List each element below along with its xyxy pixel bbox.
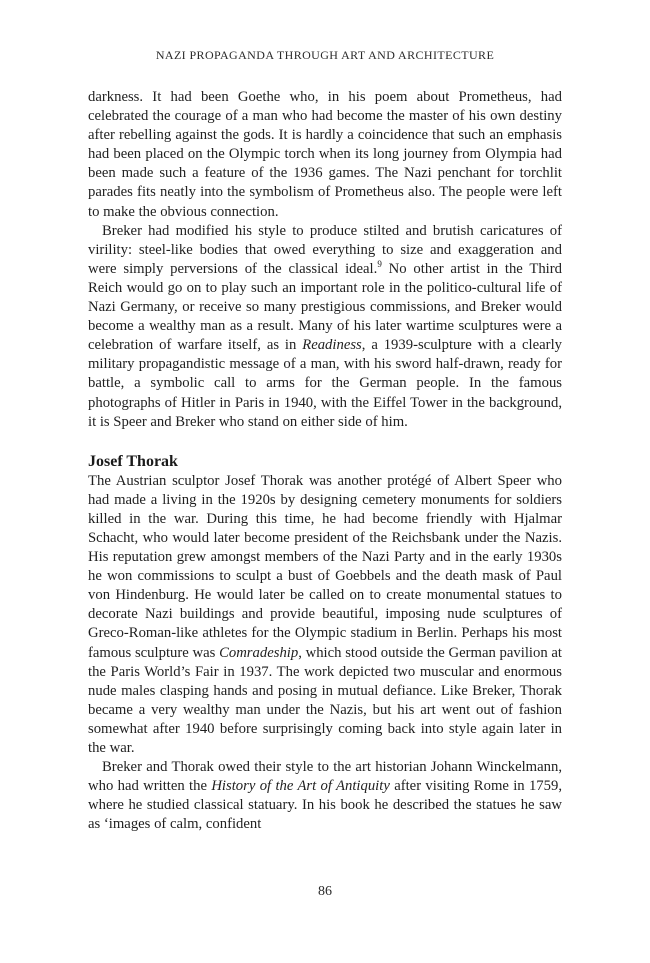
book-title: History of the Art of Antiquity bbox=[211, 778, 390, 795]
paragraph-thorak bbox=[88, 472, 562, 758]
winckelmann-text-a: Breker and Thorak owed their style to the art historian Johann Winckelmann, who had written the bbox=[88, 759, 562, 795]
thorak-text-a: The Austrian sculptor Josef Thorak was another protégé of Albert Speer who had made a living in the 1920s by designing cemetery monuments for soldiers killed in the war. During this time, he had become friendly with Hjalmar Schacht, who would later become president of the Reichsbank under the Nazis. His reputation grew amongst members of the Nazi Party and in the early 1930s he won commissions to sculpt a bust of Goebbels and the death mask of Paul von Hindenburg. He would later be called on to create monumental statues to decorate Nazi buildings and provide beautiful, imposing nude sculptures of Greco-Roman-like athletes for the Olympic stadium in Berlin. Perhaps his most famous sculpture was bbox=[88, 472, 562, 661]
running-head: NAZI PROPAGANDA THROUGH ART AND ARCHITECTURE bbox=[155, 48, 495, 62]
winckelmann-text-b: after visiting Rome in 1759, where he studied classical statuary. In his book he described the statues he saw as ‘images of calm, confident bbox=[88, 778, 562, 833]
breker-text-c: , a 1939-sculpture with a clearly military propagandistic message of a man, with his sword half-drawn, ready for battle, a symbolic call to arms for the German people. In the famous photographs of Hitler in Paris in 1940, with the Eiffel Tower in the background, it is Speer and Breker who stand on either side of him. bbox=[88, 337, 562, 430]
breker-text-b: No other artist in the Third Reich would go on to play such an important role in the politico-cultural life of Nazi Germany, or receive so many prestigious commissions, and Breker would become a wealthy man as a result. Many of his later wartime sculptures were a celebration of warfare itself, as in bbox=[88, 260, 562, 354]
readiness-title: Readiness bbox=[302, 337, 362, 354]
thorak-text-b: , which stood outside the German pavilion at the Paris World’s Fair in 1937. The work depicted two muscular and enormous nude males clasping hands and posing in mutual defiance. Like Breker, Thorak became a very wealthy man under the Nazis, but his art went out of fashion somewhat after 1940 before surprisingly coming back into style again later in the war. bbox=[88, 644, 562, 756]
breker-text-a: Breker had modified his style to produce stilted and brutish caricatures of virility: steel-like bodies that owed everything to size and exaggeration and were simply perversions of the classical ideal. bbox=[88, 222, 562, 277]
body-text bbox=[88, 88, 562, 834]
paragraph-winckelmann bbox=[88, 758, 562, 834]
comradeship-title: Comradeship bbox=[219, 644, 299, 661]
footnote-marker: 9 bbox=[377, 258, 382, 269]
page-number: 86 bbox=[318, 884, 332, 899]
paragraph-breker bbox=[88, 222, 562, 432]
section-heading: Josef Thorak bbox=[88, 452, 178, 470]
paragraph-prometheus: darkness. It had been Goethe who, in his poem about Prometheus, had celebrated the courage of a man who had become the master of his own destiny after rebelling against the gods. It is hardly a coincidence that such an emphasis had been placed on the Olympic torch when its long journey from Olympia had been made such a feature of the 1936 games. The Nazi penchant for torchlit parades fits neatly into the symbolism of Prometheus also. The people were left to make the obvious connection. bbox=[88, 89, 562, 220]
